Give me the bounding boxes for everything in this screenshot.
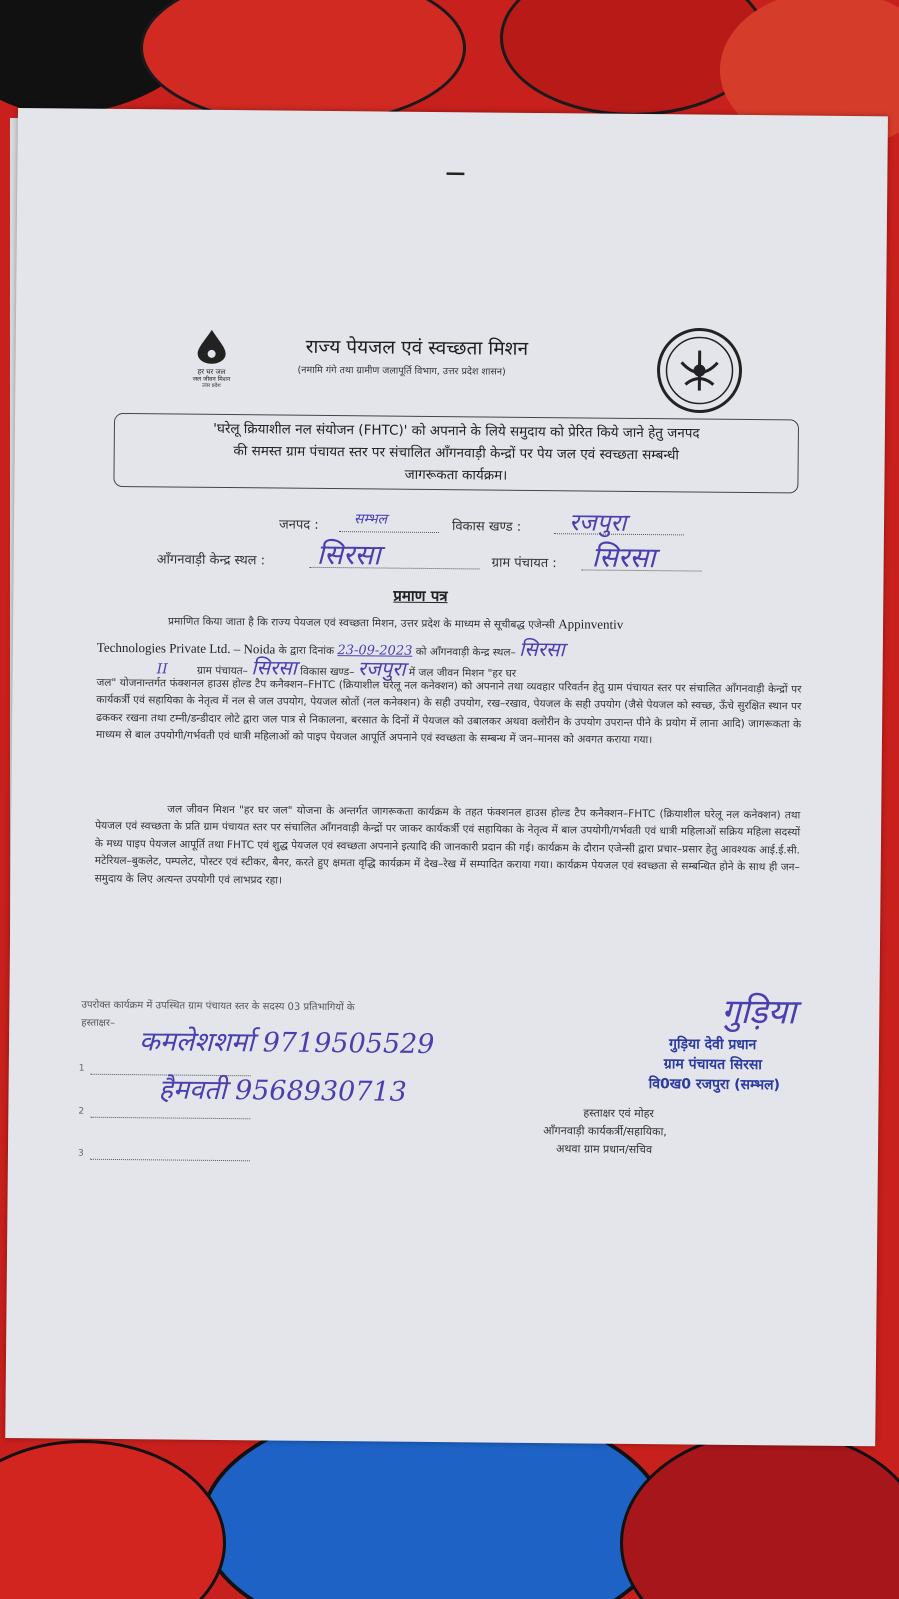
p1-line-1 bbox=[168, 612, 623, 632]
seal-caption-1: हस्ताक्षर एवं मोहर bbox=[583, 1106, 655, 1121]
jal-jeevan-mission-logo bbox=[179, 328, 244, 391]
logo-caption-2: जल जीवन मिशन bbox=[192, 375, 231, 384]
panchayat-value: सिरसा bbox=[591, 540, 656, 575]
row-number-1: 1 bbox=[78, 1063, 85, 1074]
mission-subtitle: (नमामि गंगे तथा ग्रामीण जलापूर्ति विभाग, उत्तर प्रदेश शासन) bbox=[297, 364, 506, 378]
block-value: रजपुरा bbox=[568, 508, 627, 537]
p1-line-1-text: प्रमाणित किया जाता है कि राज्य पेयजल एवं स्वच्छता मिशन, उत्तर प्रदेश के माध्यम से सूचीबद्ध एजेन्सी bbox=[168, 615, 555, 632]
seal-caption-3: अथवा ग्राम प्रधान/सचिव bbox=[555, 1142, 653, 1157]
row-number-2: 2 bbox=[78, 1106, 85, 1117]
page-mark: — bbox=[445, 160, 466, 185]
banner-line-3: जागरूकता कार्यक्रम। bbox=[404, 466, 508, 484]
banner-line-2: की समस्त ग्राम पंचायत स्तर पर संचालित आँगनवाड़ी केन्द्रों पर पेय जल एवं स्वच्छता सम्बन्धी bbox=[233, 443, 680, 464]
agency-name-rest: Technologies Private Ltd. – Noida bbox=[96, 639, 276, 657]
certificate-title: प्रमाण पत्र bbox=[393, 586, 448, 606]
banner-line-1: 'घरेलू क्रियाशील नल संयोजन (FHTC)' को अपनाने के लिये समुदाय को प्रेरित किये जाने हेतु जनपद bbox=[213, 420, 700, 442]
logo-caption-1: हर घर जल bbox=[197, 367, 226, 377]
seal-caption-2: आँगनवाड़ी कार्यकर्त्री/सहायिका, bbox=[543, 1124, 667, 1139]
date-label: के द्वारा दिनांक bbox=[278, 644, 335, 658]
district-value: सम्भल bbox=[353, 511, 388, 528]
paragraph-1-body: जल" योजनान्तर्गत फंक्शनल हाउस होल्ड टैप कनैक्शन–FHTC (क्रियाशील घरेलू नल कनेक्शन) को अपनाने तथा व्यवहार परिवर्तन हेतु ग्राम पंचायत स्तर पर संचालित आँगनवाड़ी केन्द्रों पर कार्यकर्त्री एवं सहायिका के नेतृत्व में नल से जल उपयोग, पेयजल स्रोतों (नल कनेक्शन) के सही उपयोग, रख–रखाव, पेयजल के सही उपयोग (जैसे पेयजल को स्वच्छ, ऊँचे सुरक्षित स्थान पर ढककर रखना तथा टम्नी/डन्डीदार लोटे द्वारा जल पात्र से निकालना, बरसात के दिनों में पेयजल को उबालकर अथवा क्लोरीन के उपयोग उपरान्त पीने के प्रयोग में लाना आदि) जागरूकता के माध्यम से बाल उपयोगी/गर्भवती एवं धात्री महिलाओं को पाइप पेयजल आपूर्ति अपनाने एवं स्वच्छता के सम्बन्ध में जन–मानस को अवगत कराया गया। bbox=[95, 676, 802, 747]
stamp-line-1: गुड़िया देवी प्रधान bbox=[668, 1036, 757, 1054]
program-banner bbox=[113, 413, 799, 494]
participant-signature-2: हैमवती 9568930713 bbox=[158, 1074, 407, 1108]
certificate-page bbox=[5, 108, 888, 1446]
block-inline-label: विकास खण्ड– bbox=[300, 665, 355, 679]
center-number: II bbox=[156, 661, 168, 678]
mission-title: राज्य पेयजल एवं स्वच्छता मिशन bbox=[305, 335, 529, 360]
panchayat-label: ग्राम पंचायत : bbox=[491, 555, 557, 572]
district-label: जनपद : bbox=[278, 517, 319, 533]
stamp-line-3: वि0ख0 रजपुरा (सम्भल) bbox=[648, 1076, 781, 1094]
block-inline-value: रजपुरा bbox=[357, 656, 406, 681]
state-seal-icon bbox=[655, 326, 744, 415]
paragraph-2-body: जल जीवन मिशन "हर घर जल" योजना के अन्तर्गत जागरूकता कार्यक्रम के तहत फंक्शनल हाउस होल्ड टैप कनैक्शन–FHTC (क्रियाशील घरेलू नल कनेक्शन) तथा पेयजल एवं स्वच्छता के प्रति ग्राम पंचायत स्तर पर संचालित आँगनवाड़ी केन्द्रों पर जाकर कार्यकर्त्री एवं सहायिका के नेतृत्व में बाल उपयोगी/गर्भवती एवं धात्री महिलाओं सक्रिय महिला सदस्यों के मध्य पाइप पेयजल आपूर्ति तथा FHTC एवं शुद्ध पेयजल एवं स्वच्छता अपनाने इत्यादि की जानकारी प्रदान की गई। कार्यक्रम के दौरान एजेन्सी द्वारा प्रचार–प्रसार हेतु आवश्यक आई.ई.सी. मटेरियल–बुकलेट, पम्पलेट, पोस्टर एवं स्टीकर, बैनर, करते हुए क्षमता वृद्धि कार्यक्रम में देख–रेख में सम्पादित कराया गया। कार्यक्रम पेयजल एवं स्वच्छता से सम्बन्धित होने के साथ ही जन–समुदाय के लिए अत्यन्त उपयोगी एवं लाभप्रद रहा। bbox=[94, 803, 801, 887]
agency-name-part: Appinventiv bbox=[558, 616, 624, 632]
row-number-3: 3 bbox=[77, 1148, 84, 1159]
participants-note: उपरोक्त कार्यक्रम में उपस्थित ग्राम पंचायत स्तर के सदस्य 03 प्रतिभागियों के bbox=[81, 999, 355, 1014]
logo-caption-3: उत्तर प्रदेश bbox=[201, 382, 221, 389]
up-government-emblem bbox=[655, 326, 744, 419]
stamp-line-2: ग्राम पंचायत सिरसा bbox=[663, 1056, 763, 1074]
center-value: सिरसा bbox=[316, 537, 381, 572]
p1-line-3-tail: में जल जीवन मिशन "हर घर bbox=[408, 666, 517, 680]
block-label: विकास खण्ड : bbox=[451, 519, 522, 535]
participants-label: हस्ताक्षर– bbox=[81, 1017, 116, 1029]
pradhan-signature: गुड़िया bbox=[721, 991, 797, 1033]
panchayat-inline-value: सिरसा bbox=[251, 655, 298, 680]
participant-signature-1: कमलेशशर्मा 9719505529 bbox=[138, 1026, 435, 1061]
center-site-value: सिरसा bbox=[518, 636, 565, 662]
center-label: आँगनवाड़ी केन्द्र स्थल : bbox=[156, 552, 266, 569]
date-value: 23-09-2023 bbox=[337, 643, 413, 659]
water-drop-logo-icon bbox=[180, 328, 244, 365]
panchayat-inline-label: ग्राम पंचायत– bbox=[196, 664, 249, 678]
center-site-label: को आँगनवाड़ी केन्द्र स्थल– bbox=[415, 645, 516, 659]
